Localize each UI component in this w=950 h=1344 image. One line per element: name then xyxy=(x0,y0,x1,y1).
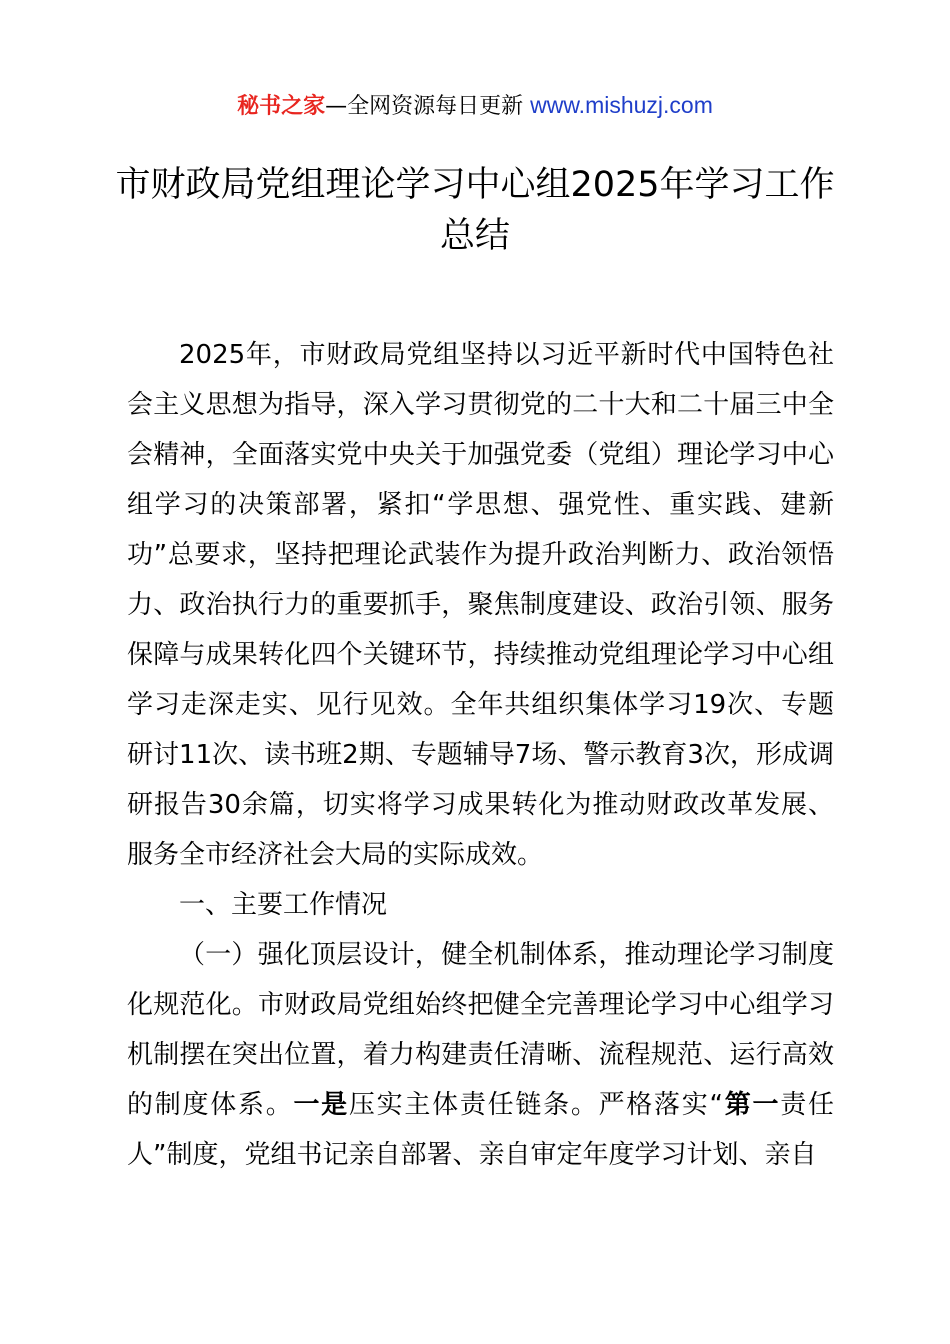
brand-name: 秘书之家 xyxy=(237,94,326,119)
document-body xyxy=(127,330,834,1180)
bold-marker-one: 一是 xyxy=(293,1090,349,1120)
document-title: 市财政局党组理论学习中心组2025年学习工作总结 xyxy=(115,165,835,256)
site-header xyxy=(0,89,950,123)
header-tagline: —全网资源每日更新 xyxy=(325,94,524,119)
paragraph-tail-text: 责任人”制度，党组书记亲自部署、亲自审定年度学习计划、亲自 xyxy=(127,1090,834,1170)
body-paragraph xyxy=(127,930,834,1180)
section-heading: 一、主要工作情况 xyxy=(179,890,388,920)
intro-paragraph: 2025年，市财政局党组坚持以习近平新时代中国特色社会主义思想为指导，深入学习贯彻党的二十大和二十届三中全会精神，全面落实党中央关于加强党委（党组）理论学习中心组学习的决策部署，紧扣“学思想、强党性、重实践、建新功”总要求，坚持把理论武装作为提升政治判断力、政治领悟力、政治执行力的重要抓手，聚焦制度建设、政治引领、服务保障与成果转化四个关键环节，持续推动党组理论学习中心组学习走深走实、见行见效。全年共组织集体学习19次、专题研讨11次、读书班2期、专题辅导7场、警示教育3次，形成调研报告30余篇，切实将学习成果转化为推动财政改革发展、服务全市经济社会大局的实际成效。 xyxy=(127,340,834,870)
bold-marker-first: 第一 xyxy=(723,1090,781,1120)
site-url-link[interactable]: www.mishuzj.com xyxy=(530,92,713,118)
paragraph-lead-text: （一）强化顶层设计，健全机制体系，推动理论学习制度化规范化。市财政局党组始终把健全完善理论学习中心组学习机制摆在突出位置，着力构建责任清晰、流程规范、运行高效的制度体系。 xyxy=(127,940,834,1120)
paragraph-mid-text: 压实主体责任链条。严格落实“ xyxy=(348,1090,723,1120)
